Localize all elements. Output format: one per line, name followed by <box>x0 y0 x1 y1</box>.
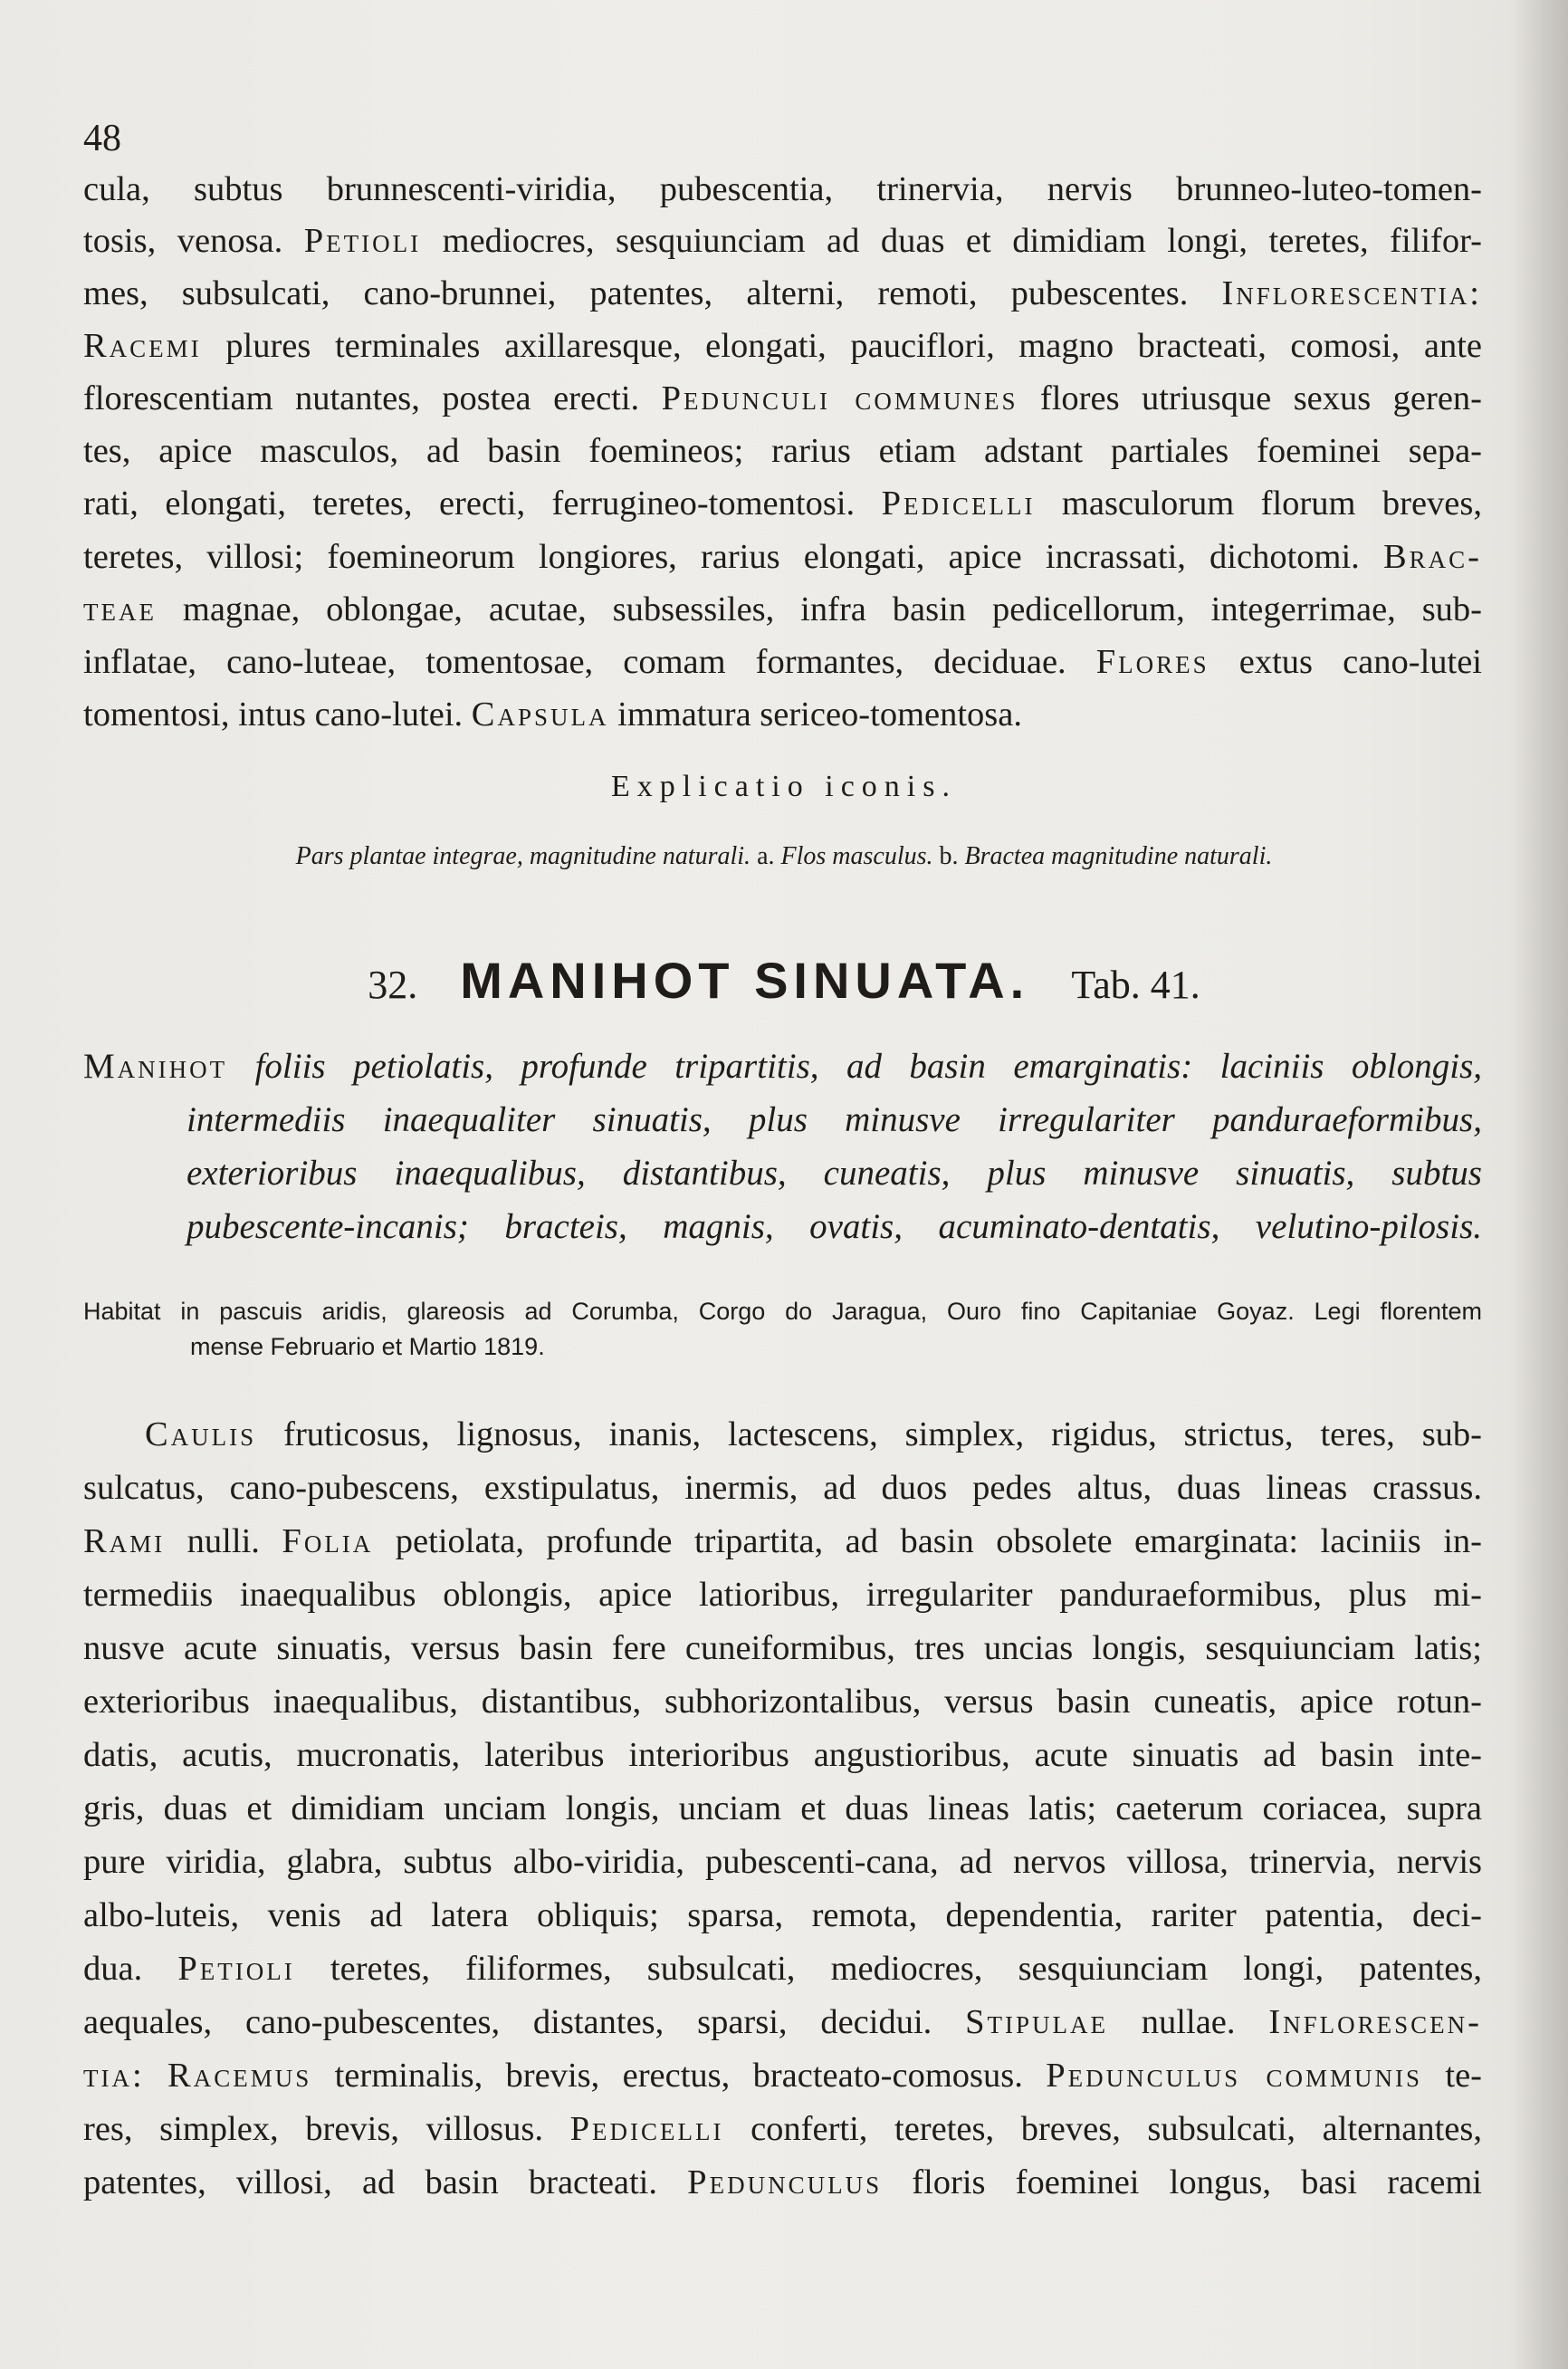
intro-line: rati, elongati, teretes, erecti, ferrugineo-tomentosi. Pedicelli masculorum florum breves, <box>83 484 1482 523</box>
term-heading: Petioli <box>177 1950 295 1988</box>
diagnosis-line: intermediis inaequaliter sinuatis, plus minusve irregulariter panduraeformibus, <box>186 1100 1482 1139</box>
term-heading: Caulis <box>145 1415 257 1453</box>
species-name: MANIHOT SINUATA. <box>460 952 1030 1009</box>
term-heading: Flores <box>1095 643 1209 681</box>
term-heading: Pedunculus communis <box>1046 2057 1423 2095</box>
explicatio-title: Explicatio iconis. <box>611 770 957 803</box>
term-heading: teae <box>83 590 157 628</box>
habitat-line: mense Februario et Martio 1819. <box>190 1333 545 1360</box>
explicatio-part-3: Bractea magnitudine naturali. <box>964 842 1273 870</box>
description-line: aequales, cano-pubescentes, distantes, sparsi, decidui. Stipulae nullae. Inflorescen- <box>83 2003 1482 2041</box>
plate-reference: Tab. 41. <box>1071 963 1200 1007</box>
term-heading: Inflorescentia: <box>1221 274 1482 312</box>
term-heading: Folia <box>282 1522 374 1560</box>
term-heading: Brac- <box>1382 538 1482 576</box>
description-line: patentes, villosi, ad basin bracteati. Pedunculus floris foeminei longus, basi racemi <box>83 2163 1483 2201</box>
intro-line: cula, subtus brunnescenti-viridia, pubescentia, trinervia, nervis brunneo-luteo-tomen- <box>83 170 1482 208</box>
habitat-line: Habitat in pascuis aridis, glareosis ad Corumba, Corgo do Jaragua, Ouro fino Capitaniae Goyaz. Legi florentem <box>83 1298 1482 1325</box>
description-line: dua. Petioli teretes, filiformes, subsulcati, mediocres, sesquiunciam longi, patentes, <box>83 1950 1483 1988</box>
explicatio-part-1: Pars plantae integrae, magnitudine naturali. <box>295 842 751 870</box>
explicatio-part-2: Flos masculus. <box>780 842 933 870</box>
intro-line: tes, apice masculos, ad basin foemineos; rarius etiam adstant partiales foeminei sepa- <box>83 432 1482 470</box>
term-heading: Racemi <box>83 327 202 365</box>
species-heading <box>0 951 1568 1010</box>
description-line: Caulis fruticosus, lignosus, inanis, lactescens, simplex, rigidus, strictus, teres, sub- <box>145 1415 1482 1453</box>
term-heading: Pedicelli <box>881 484 1036 523</box>
diagnosis-line: pubescente-incanis; bracteis, magnis, ovatis, acuminato-dentatis, velutino-pilosis. <box>186 1207 1482 1246</box>
description-line: pure viridia, glabra, subtus albo-viridia, pubescenti-cana, ad nervos villosa, trinervia, nervis <box>83 1843 1482 1881</box>
term-heading: Petioli <box>303 222 422 260</box>
description-line: exterioribus inaequalibus, distantibus, subhorizontalibus, versus basin cuneatis, apice rotun- <box>83 1683 1482 1721</box>
intro-line: inflatae, cano-luteae, tomentosae, comam formantes, deciduae. Flores extus cano-lutei <box>83 643 1482 681</box>
intro-line: Racemi plures terminales axillaresque, elongati, pauciflori, magno bracteati, comosi, ante <box>83 327 1482 365</box>
term-heading: Pedicelli <box>569 2110 724 2148</box>
intro-line: tosis, venosa. Petioli mediocres, sesquiunciam ad duas et dimidiam longi, teretes, filifor- <box>83 222 1482 260</box>
genus-name: Manihot <box>83 1047 228 1086</box>
description-line: res, simplex, brevis, villosus. Pedicelli conferti, teretes, breves, subsulcati, alternantes, <box>83 2110 1482 2148</box>
description-line: datis, acutis, mucronatis, lateribus interioribus angustioribus, acute sinuatis ad basin inte- <box>83 1736 1482 1774</box>
term-heading: Pedunculi communes <box>661 379 1018 417</box>
term-heading: Inflorescen- <box>1268 2003 1482 2041</box>
diagnosis-line <box>83 1049 1482 1084</box>
explicatio-text <box>0 842 1568 871</box>
term-heading: Pedunculus <box>687 2163 883 2201</box>
description-line: Rami nulli. Folia petiolata, profunde tripartita, ad basin obsolete emarginata: laciniis in- <box>83 1522 1483 1560</box>
description-line: tia: Racemus terminalis, brevis, erectus, bracteato-comosus. Pedunculus communis te- <box>83 2057 1482 2095</box>
description-line: termediis inaequalibus oblongis, apice latioribus, irregulariter panduraeformibus, plus mi- <box>83 1576 1482 1614</box>
term-heading: tia: <box>83 2057 145 2095</box>
species-number: 32. <box>368 963 418 1007</box>
figure-mark-a: a. <box>757 842 775 870</box>
intro-line: florescentiam nutantes, postea erecti. Pedunculi communes flores utriusque sexus geren- <box>83 379 1482 417</box>
diagnosis-text: foliis petiolatis, profunde tripartitis, ad basin emarginatis: laciniis oblongis, <box>254 1047 1482 1086</box>
description-line: albo-luteis, venis ad latera obliquis; sparsa, remota, dependentia, rariter patentia, deci- <box>83 1896 1482 1934</box>
description-line: gris, duas et dimidiam unciam longis, unciam et duas lineas latis; caeterum coriacea, supra <box>83 1789 1482 1827</box>
intro-line: teae magnae, oblongae, acutae, subsessiles, infra basin pedicellorum, integerrimae, sub- <box>83 590 1482 628</box>
figure-mark-b: b. <box>939 842 959 870</box>
intro-line: mes, subsulcati, cano-brunnei, patentes, alterni, remoti, pubescentes. Inflorescentia: <box>83 274 1482 312</box>
term-heading: Racemus <box>167 2057 312 2095</box>
term-heading: Rami <box>83 1522 166 1560</box>
intro-line: tomentosi, intus cano-lutei. Capsula immatura sericeo-tomentosa. <box>83 695 1022 734</box>
diagnosis-line: exterioribus inaequalibus, distantibus, cuneatis, plus minusve sinuatis, subtus <box>186 1154 1482 1193</box>
page-edge-shadow <box>1514 0 1568 2369</box>
page-number: 48 <box>83 118 121 159</box>
term-heading: Stipulae <box>965 2003 1108 2041</box>
term-heading: Capsula <box>471 695 609 734</box>
description-line: nusve acute sinuatis, versus basin fere cuneiformibus, tres uncias longis, sesquiunciam latis; <box>83 1629 1482 1667</box>
description-line: sulcatus, cano-pubescens, exstipulatus, inermis, ad duos pedes altus, duas lineas crassus. <box>83 1469 1482 1507</box>
intro-line: teretes, villosi; foemineorum longiores, rarius elongati, apice incrassati, dichotomi. Brac- <box>83 538 1482 576</box>
